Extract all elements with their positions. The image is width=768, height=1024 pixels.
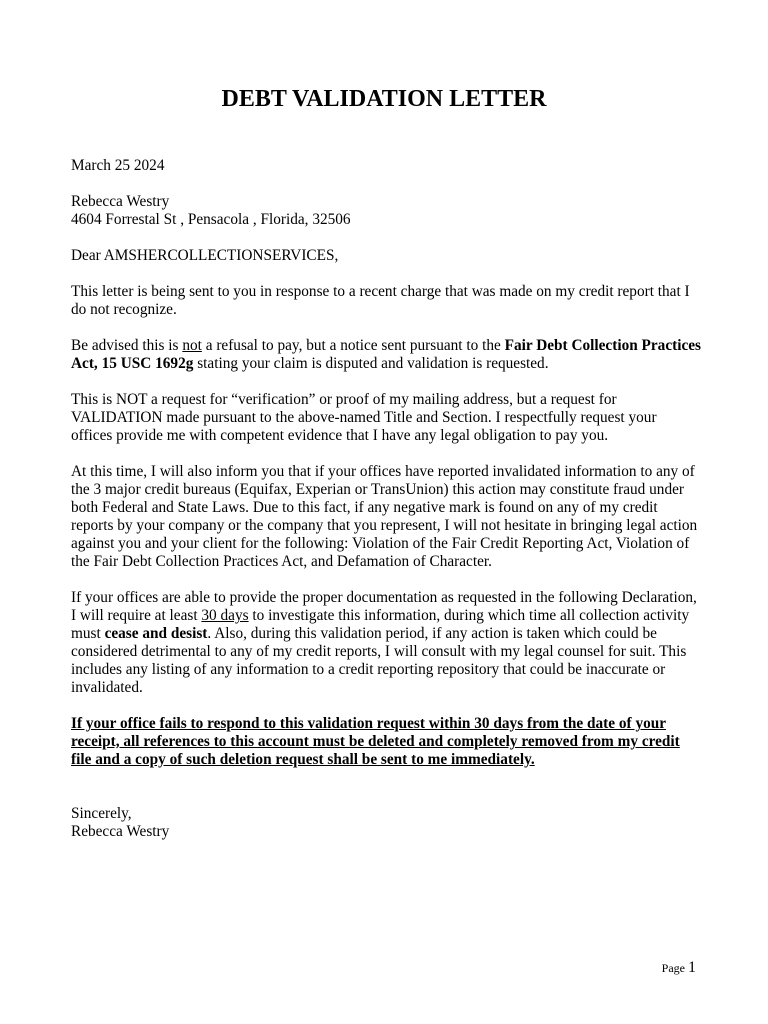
page-number xyxy=(662,958,696,978)
letter-date: March 25 2024 xyxy=(71,157,165,174)
spacer xyxy=(71,787,701,805)
advisement-not-underlined: not xyxy=(182,337,202,354)
closing-block xyxy=(71,805,701,841)
paragraph-validation-request: This is NOT a request for “verification” or proof of my mailing address, but a request for VALIDATION made pursuant to the above-named Title and Section. I respectfully request your offices provide me with competent evidence that I have any legal obligation to pay you. xyxy=(71,391,657,444)
documentation-text-c: . Also, during this validation period, if any action is taken which could be considered detrimental to any of my credit reports, I will consult with my legal counsel for suit. This includes any listing of any information to a credit reporting repository that could be inaccurate or invalidated. xyxy=(71,625,687,696)
paragraph-documentation xyxy=(71,589,701,697)
signature: Rebecca Westry xyxy=(71,823,170,840)
letter-title: DEBT VALIDATION LETTER xyxy=(221,86,547,112)
paragraph-credit-bureaus: At this time, I will also inform you that if your offices have reported invalidated information to any of the 3 major credit bureaus (Equifax, Experian or TransUnion) this action may constitute fraud under both Federal and State Laws. Due to this fact, if any negative mark is found on any of my credit reports by your company or the company that you represent, I will not hesitate in bringing legal action against you and your client for the following: Violation of the Fair Credit Reporting Act, Violation of the Fair Debt Collection Practices Act, and Defamation of Character. xyxy=(71,463,698,570)
page-label: Page xyxy=(661,961,685,975)
advisement-text-c: stating your claim is disputed and validation is requested. xyxy=(193,355,549,372)
sender-block xyxy=(71,193,701,229)
advisement-text-b: a refusal to pay, but a notice sent pursuant to the xyxy=(201,337,505,354)
advisement-text-a: Be advised this is xyxy=(71,337,183,354)
paragraph-advisement xyxy=(71,337,701,373)
paragraph-deletion-notice: If your office fails to respond to this validation request within 30 days from the date of your receipt, all references to this account must be deleted and completely removed from my credit file and a copy of such deletion request shall be sent to me immediately. xyxy=(71,715,680,768)
documentation-30-days: 30 days xyxy=(201,607,249,624)
letter-body xyxy=(71,157,701,859)
salutation: Dear AMSHERCOLLECTIONSERVICES, xyxy=(71,247,339,264)
closing: Sincerely, xyxy=(71,805,132,822)
advisement-act-citation: Fair Debt Collection Practices Act, 15 USC 1692g xyxy=(71,337,701,372)
sender-address: 4604 Forrestal St , Pensacola , Florida, 32506 xyxy=(71,211,351,228)
page-number-value: 1 xyxy=(688,959,696,976)
documentation-text-a: If your offices are able to provide the proper documentation as requested in the following Declaration, I will require at least xyxy=(71,589,697,624)
paragraph-intro: This letter is being sent to you in response to a recent charge that was made on my credit report that I do not recognize. xyxy=(71,283,690,318)
sender-name: Rebecca Westry xyxy=(71,193,170,210)
documentation-text-b: to investigate this information, during which time all collection activity must xyxy=(71,607,690,642)
documentation-cease-desist: cease and desist xyxy=(104,625,208,642)
